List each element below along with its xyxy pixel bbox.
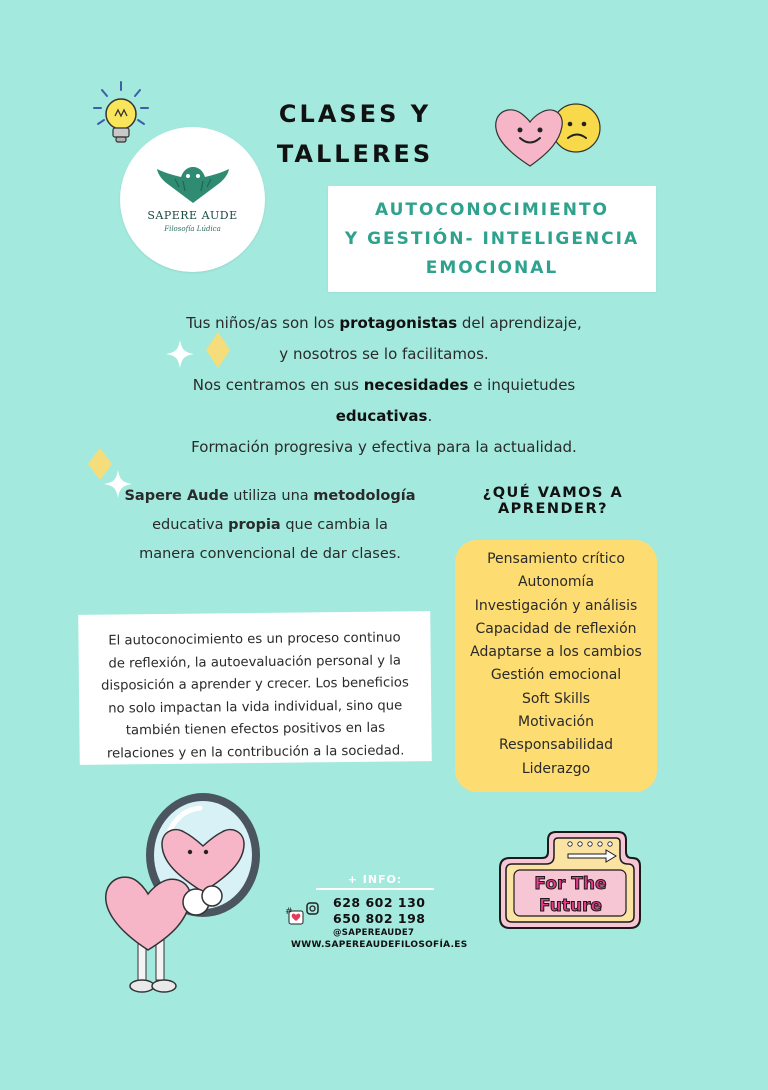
note-line: relaciones y en la contribución a la sociedad. — [106, 742, 405, 762]
self-knowledge-note — [78, 611, 432, 765]
phone-number[interactable]: 628 602 130 — [333, 895, 426, 910]
list-item: Investigación y análisis — [474, 597, 638, 614]
subtitle-box — [328, 186, 656, 292]
methodology-text — [120, 482, 420, 569]
intro-highlight: educativas — [335, 407, 428, 425]
intro-line-3 — [150, 370, 618, 432]
method-text: utiliza una — [228, 488, 314, 504]
logo — [120, 127, 265, 272]
list-item: Adaptarse a los cambios — [470, 644, 642, 661]
subtitle-line-3: EMOCIONAL — [425, 258, 559, 278]
social-icons — [283, 900, 323, 936]
logo-name: SAPERE AUDE — [147, 209, 238, 222]
note-line: de reflexión, la autoevaluación personal y la — [108, 652, 402, 672]
intro-paragraph — [150, 308, 618, 463]
intro-highlight: necesidades — [363, 376, 469, 394]
intro-highlight: protagonistas — [339, 314, 458, 332]
svg-text:#: # — [285, 907, 293, 917]
logo-tagline: Filosofía Lúdica — [164, 225, 221, 233]
method-text: educativa — [152, 517, 229, 533]
phone-number[interactable]: 650 802 198 — [333, 911, 426, 926]
method-line-3: manera convencional de dar clases. — [139, 546, 401, 562]
intro-line-1 — [150, 308, 618, 339]
note-line: disposición a aprender y crecer. Los beneficios — [101, 675, 409, 694]
list-item: Gestión emocional — [490, 667, 622, 684]
sign-line-2: Future — [538, 896, 602, 916]
sign-line-1: For The — [534, 874, 607, 894]
list-item: Soft Skills — [521, 690, 591, 707]
method-highlight: metodología — [313, 488, 416, 504]
list-item: Pensamiento crítico — [487, 551, 625, 567]
method-highlight: propia — [228, 517, 281, 533]
method-line-2 — [120, 511, 420, 540]
intro-line-4: Formación progresiva y efectiva para la actualidad. — [191, 438, 577, 456]
lightbulb-icon — [88, 80, 154, 152]
for-the-future-sign — [498, 826, 643, 930]
social-handle[interactable]: @SAPEREAUDE7 — [333, 928, 415, 938]
list-item: Capacidad de reflexión — [475, 620, 637, 637]
website-link[interactable]: WWW.SAPEREAUDEFILOSOFÍA.ES — [291, 940, 468, 950]
list-item: Liderazgo — [521, 760, 591, 777]
list-item: Responsabilidad — [498, 737, 614, 754]
method-text: que cambia la — [280, 517, 388, 533]
method-line-1 — [120, 482, 420, 511]
learn-heading: ¿QUÉ VAMOS A APRENDER? — [482, 485, 624, 517]
learn-list — [455, 540, 657, 792]
page-title — [255, 94, 455, 174]
intro-text: del aprendizaje, — [457, 314, 582, 332]
intro-text: e inquietudes — [468, 376, 576, 394]
info-divider — [316, 888, 434, 890]
intro-text: Tus niños/as son los — [186, 314, 340, 332]
owl-logo-icon — [155, 163, 231, 205]
note-line: también tienen efectos positivos en las — [125, 720, 386, 739]
intro-text: Nos centramos en sus — [192, 376, 364, 394]
subtitle-line-2: Y GESTIÓN- INTELIGENCIA — [344, 229, 640, 249]
subtitle-line-1: AUTOCONOCIMIENTO — [374, 200, 610, 220]
info-label: + INFO: — [347, 873, 403, 886]
method-highlight: Sapere Aude — [124, 488, 229, 504]
heart-and-sad-face-icon — [492, 98, 604, 170]
intro-line-2: y nosotros se lo facilitamos. — [279, 345, 489, 363]
note-line: no solo impactan la vida individual, sino que — [108, 697, 403, 717]
note-line: El autoconocimiento es un proceso continuo — [108, 630, 401, 649]
list-item: Motivación — [518, 714, 594, 731]
intro-text: . — [427, 407, 433, 425]
heart-mirror-illustration — [100, 790, 280, 998]
list-item: Autonomía — [517, 574, 595, 591]
title-line-1: CLASES Y — [278, 100, 432, 128]
title-line-2: TALLERES — [276, 140, 434, 168]
